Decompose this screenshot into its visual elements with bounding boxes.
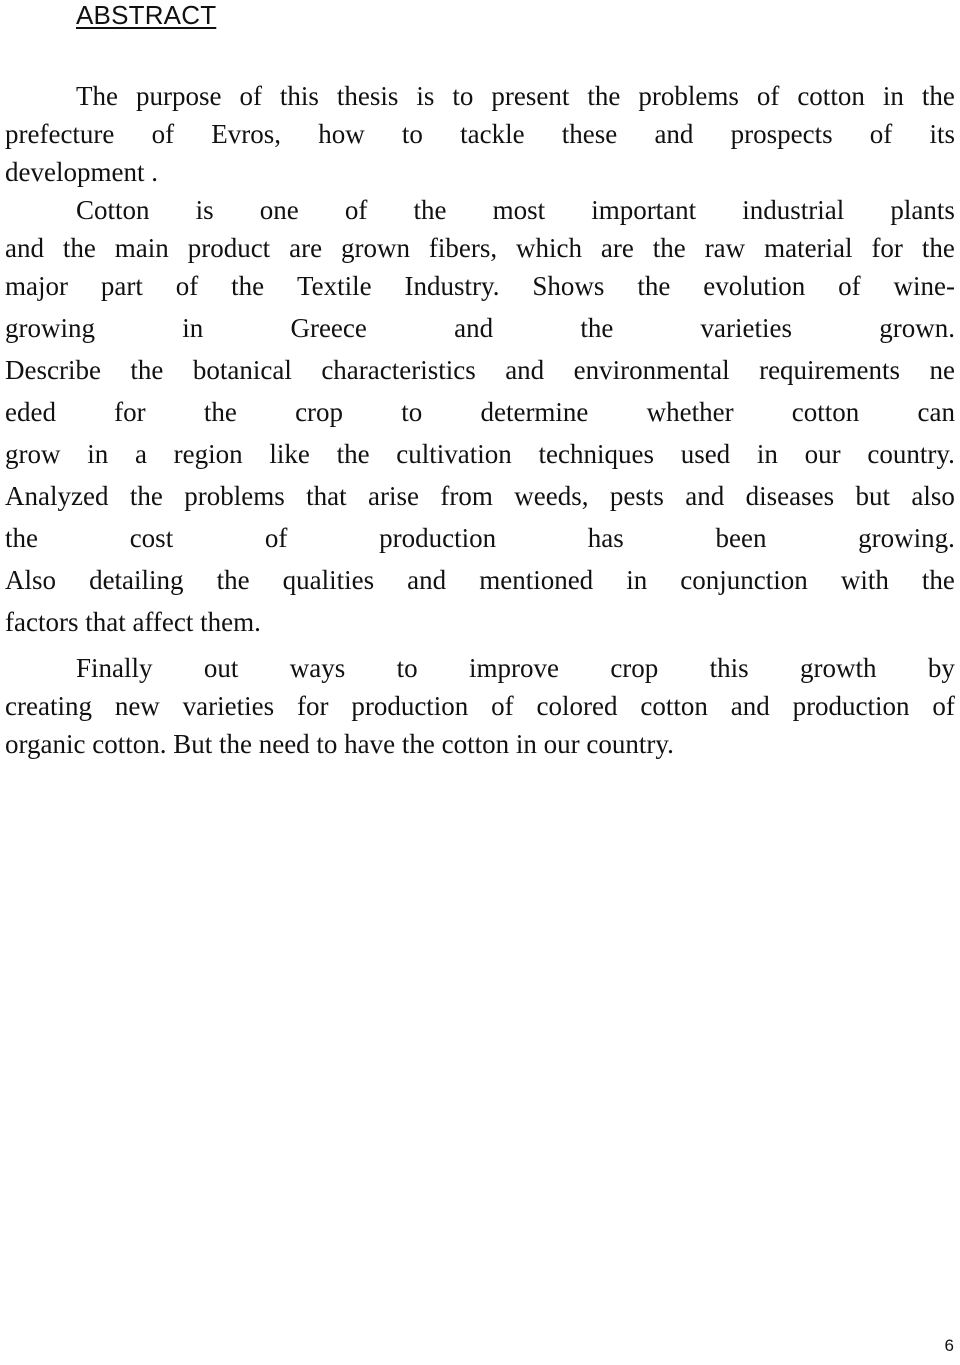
- word: the: [413, 195, 447, 225]
- word: in: [756, 439, 778, 469]
- word: Shows: [532, 271, 605, 301]
- word: growing: [5, 313, 95, 343]
- word: for: [871, 233, 903, 263]
- word: like: [269, 439, 310, 469]
- word: of: [239, 81, 262, 111]
- text-line: [5, 116, 955, 154]
- word: main: [114, 233, 169, 263]
- word: new: [114, 691, 160, 721]
- word: colored: [536, 691, 618, 721]
- word: the: [130, 355, 164, 385]
- word: this: [709, 653, 749, 683]
- word: qualities: [282, 565, 375, 595]
- word: varieties: [700, 313, 792, 343]
- word: in: [626, 565, 648, 595]
- line-text: organic cotton. But the need to have the cotton in our country.: [5, 729, 674, 759]
- word: to: [396, 653, 418, 683]
- text-line: [5, 562, 955, 604]
- word: used: [680, 439, 731, 469]
- word: cotton: [791, 397, 860, 427]
- word: of: [932, 691, 955, 721]
- word: prefecture: [5, 119, 115, 149]
- word: characteristics: [321, 355, 476, 385]
- word: of: [151, 119, 175, 149]
- word: production: [351, 691, 469, 721]
- word: been: [715, 523, 767, 553]
- word: raw: [704, 233, 746, 263]
- word: to: [401, 119, 423, 149]
- word: Describe: [5, 355, 101, 385]
- word: ne: [929, 355, 955, 385]
- word: can: [917, 397, 955, 427]
- word: determine: [480, 397, 589, 427]
- word: of: [491, 691, 514, 721]
- word: growing.: [858, 523, 955, 553]
- word: cost: [129, 523, 174, 553]
- text-line: [5, 268, 955, 310]
- text-line: [5, 688, 955, 726]
- word: thesis: [336, 81, 399, 111]
- word: requirements: [759, 355, 901, 385]
- text-line: [5, 352, 955, 394]
- word: weeds,: [514, 481, 589, 511]
- word: part: [100, 271, 143, 301]
- word: to: [452, 81, 474, 111]
- text-line: [5, 650, 955, 688]
- word: the: [652, 233, 686, 263]
- word: of: [175, 271, 199, 301]
- text-line: [5, 478, 955, 520]
- word: to: [401, 397, 423, 427]
- word: also: [911, 481, 955, 511]
- word: is: [195, 195, 214, 225]
- word: growth: [800, 653, 877, 683]
- word: Analyzed: [5, 481, 109, 511]
- word: these: [561, 119, 618, 149]
- word: creating: [5, 691, 92, 721]
- text-line: [5, 394, 955, 436]
- word: and: [730, 691, 770, 721]
- word: country.: [867, 439, 955, 469]
- word: environmental: [573, 355, 730, 385]
- word: ways: [289, 653, 346, 683]
- word: detailing: [89, 565, 184, 595]
- word: but: [855, 481, 891, 511]
- word: crop: [610, 653, 659, 683]
- page-number: 6: [944, 1336, 954, 1355]
- word: the: [129, 481, 163, 511]
- word: the: [216, 565, 250, 595]
- word: has: [587, 523, 624, 553]
- word: the: [921, 565, 955, 595]
- word: a: [134, 439, 147, 469]
- word: this: [279, 81, 319, 111]
- word: that: [306, 481, 347, 511]
- word: and: [454, 313, 494, 343]
- word: varieties: [182, 691, 275, 721]
- word: industrial: [742, 195, 845, 225]
- word: grown.: [879, 313, 955, 343]
- word: Finally: [76, 653, 153, 683]
- word: eded: [5, 397, 56, 427]
- word: production: [379, 523, 497, 553]
- text-line: [5, 192, 955, 230]
- word: and: [505, 355, 545, 385]
- word: and: [685, 481, 725, 511]
- word: is: [416, 81, 435, 111]
- word: the: [203, 397, 237, 427]
- word: botanical: [192, 355, 292, 385]
- text-line: [5, 154, 955, 192]
- word: techniques: [538, 439, 654, 469]
- word: fibers,: [428, 233, 498, 263]
- text-line: [5, 310, 955, 352]
- word: purpose: [135, 81, 222, 111]
- word: the: [587, 81, 621, 111]
- word: for: [296, 691, 329, 721]
- word: problems: [184, 481, 285, 511]
- word: of: [264, 523, 288, 553]
- word: in: [182, 313, 204, 343]
- word: Cotton: [76, 195, 150, 225]
- word: our: [804, 439, 841, 469]
- word: problems: [638, 81, 739, 111]
- word: evolution: [703, 271, 806, 301]
- word: important: [591, 195, 697, 225]
- word: mentioned: [479, 565, 594, 595]
- word: prospects: [730, 119, 833, 149]
- word: crop: [295, 397, 344, 427]
- text-line: [5, 78, 955, 116]
- word: Greece: [290, 313, 367, 343]
- word: out: [203, 653, 239, 683]
- word: and: [407, 565, 447, 595]
- abstract-body: [5, 78, 955, 764]
- word: material: [764, 233, 853, 263]
- word: pests: [609, 481, 664, 511]
- text-line: [5, 230, 955, 268]
- word: of: [869, 119, 893, 149]
- text-line: [5, 604, 955, 646]
- word: and: [654, 119, 694, 149]
- word: region: [173, 439, 243, 469]
- word: grown: [340, 233, 410, 263]
- word: by: [927, 653, 955, 683]
- word: product: [187, 233, 271, 263]
- word: of: [756, 81, 780, 111]
- word: the: [921, 233, 955, 263]
- word: the: [921, 81, 955, 111]
- word: the: [336, 439, 370, 469]
- word: the: [5, 523, 38, 553]
- word: Also: [5, 565, 57, 595]
- word: diseases: [745, 481, 835, 511]
- word: grow: [5, 439, 61, 469]
- word: cotton: [797, 81, 865, 111]
- text-line: [5, 726, 955, 764]
- word: Textile: [297, 271, 372, 301]
- word: most: [492, 195, 546, 225]
- word: conjunction: [680, 565, 808, 595]
- word: how: [318, 119, 365, 149]
- word: production: [792, 691, 910, 721]
- line-text: factors that affect them.: [5, 607, 261, 637]
- word: are: [600, 233, 634, 263]
- word: the: [231, 271, 265, 301]
- word: from: [440, 481, 493, 511]
- word: in: [882, 81, 904, 111]
- word: arise: [368, 481, 419, 511]
- word: cotton: [640, 691, 708, 721]
- word: the: [62, 233, 96, 263]
- word: which: [516, 233, 582, 263]
- word: Evros,: [211, 119, 282, 149]
- word: plants: [890, 195, 955, 225]
- word: present: [491, 81, 570, 111]
- word: improve: [468, 653, 559, 683]
- word: major: [5, 271, 68, 301]
- abstract-heading: ABSTRACT: [76, 0, 217, 30]
- word: with: [840, 565, 889, 595]
- word: The: [76, 81, 118, 111]
- word: and: [5, 233, 44, 263]
- word: the: [637, 271, 671, 301]
- word: the: [580, 313, 614, 343]
- word: of: [838, 271, 861, 301]
- text-line: [5, 436, 955, 478]
- word: cultivation: [396, 439, 512, 469]
- word: of: [344, 195, 368, 225]
- word: its: [929, 119, 955, 149]
- word: one: [259, 195, 299, 225]
- word: are: [289, 233, 323, 263]
- word: whether: [646, 397, 734, 427]
- word: tackle: [460, 119, 525, 149]
- word: wine-: [893, 271, 955, 301]
- word: Industry.: [404, 271, 500, 301]
- word: in: [87, 439, 109, 469]
- text-line: [5, 520, 955, 562]
- line-text: development .: [5, 157, 158, 187]
- word: for: [114, 397, 146, 427]
